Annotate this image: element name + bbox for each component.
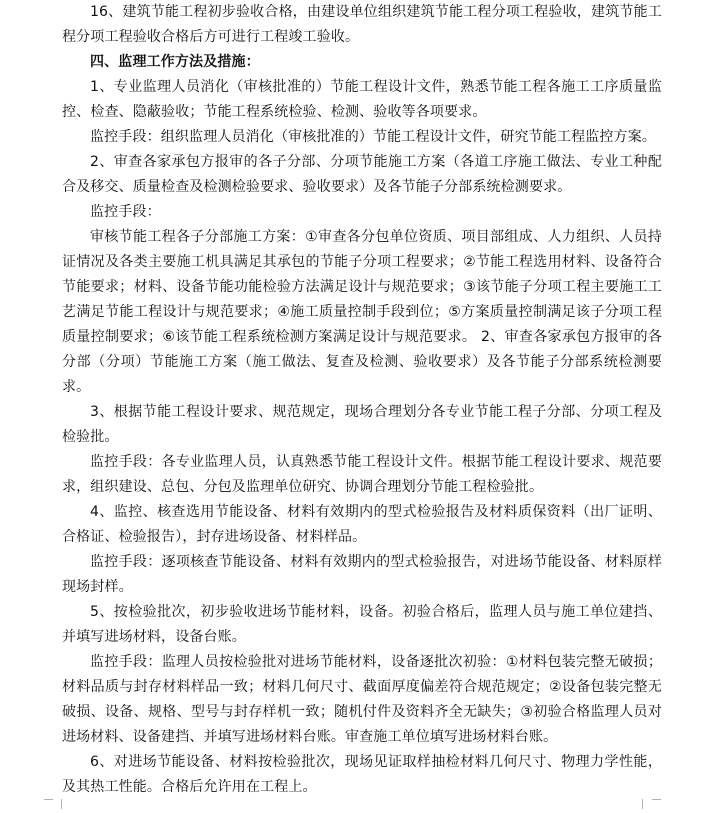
paragraph-review-plans: 审核节能工程各子分部施工方案：①审查各分包单位资质、项目部组成、人力组织、人员持证情况及各类主要施工机具满足其承包的节能子分项工程要求；②节能工程选用材料、设备符合节能要求；材料、设备节能功能检验方法满足设计与规范要求；③该节能子分项工程主要施工工艺满足节能工程设计与规范要求；④施工质量控制手段到位；⑤方案质量控制满足该子分项工程质量控制要求；⑥该节能工程系统检测方案满足设计与规范要求。 2、审查各家承包方报审的各分部（分项）节能施工方案（施工做法、复查及检测、验收要求）及各节能子分部系统检测要求。 <box>62 229 662 395</box>
paragraph-item-5: 5、按检验批次，初步验收进场节能材料，设备。初验合格后，监理人员与施工单位建挡、并填写进场材料，设备台账。 <box>62 604 662 645</box>
margin-corner-mark-right <box>642 799 652 809</box>
paragraph-monitoring-label: 监控手段： <box>90 204 161 220</box>
paragraph-monitoring-4: 监控手段：逐项核查节能设备、材料有效期内的型式检验报告，对进场节能设备、材料原样现场封样。 <box>62 554 662 595</box>
margin-corner-mark-left <box>52 799 62 809</box>
paragraph-item-16: 16、建筑节能工程初步验收合格，由建设单位组织建筑节能工程分项工程验收，建筑节能工程分项工程验收合格后方可进行工程竣工验收。 <box>62 4 662 45</box>
paragraph-monitoring-5: 监控手段：监理人员按检验批对进场节能材料，设备逐批次初验：①材料包装完整无破损；材料品质与封存材料样品一致；材料几何尺寸、截面厚度偏差符合规范规定；②设备包装完整无破损、设备、规格、型号与封存样机一致；随机付件及资料齐全无缺失；③初验合格监理人员对进场材料、设备建挡、并填写进场材料台账。审查施工单位填写进场材料台账。 <box>62 654 662 745</box>
paragraph-item-6: 6、对进场节能设备、材料按检验批次，现场见证取样抽检材料几何尺寸、物理力学性能，及其热工性能。合格后允许用在工程上。 <box>62 754 662 795</box>
paragraph-item-2: 2、审查各家承包方报审的各子分部、分项节能施工方案（各道工序施工做法、专业工种配合及移交、质量检查及检测检验要求、验收要求）及各节能子分部系统检测要求。 <box>62 154 662 195</box>
section-heading-methods: 四、监理工作方法及措施： <box>90 54 260 70</box>
paragraph-monitoring-1: 监控手段：组织监理人员消化（审核批准的）节能工程设计文件，研究节能工程监控方案。 <box>90 129 656 145</box>
margin-corner-mark-right-horizontal <box>652 799 661 800</box>
paragraph-item-1: 1、专业监理人员消化（审核批准的）节能工程设计文件，熟悉节能工程各施工工序质量监控、检查、隐蔽验收；节能工程系统检验、检测、验收等各项要求。 <box>62 79 662 120</box>
paragraph-monitoring-3: 监控手段：各专业监理人员，认真熟悉节能工程设计文件。根据节能工程设计要求、规范要求，组织建设、总包、分包及监理单位研究、协调合理划分节能工程检验批。 <box>62 454 662 495</box>
paragraph-item-3: 3、根据节能工程设计要求、规范规定，现场合理划分各专业节能工程子分部、分项工程及检验批。 <box>62 404 662 445</box>
document-body <box>62 0 662 800</box>
paragraph-item-4: 4、监控、核查选用节能设备、材料有效期内的型式检验报告及材料质保资料（出厂证明、合格证、检验报告），封存进场设备、材料样品。 <box>62 504 662 545</box>
margin-corner-mark-left-horizontal <box>44 799 53 800</box>
